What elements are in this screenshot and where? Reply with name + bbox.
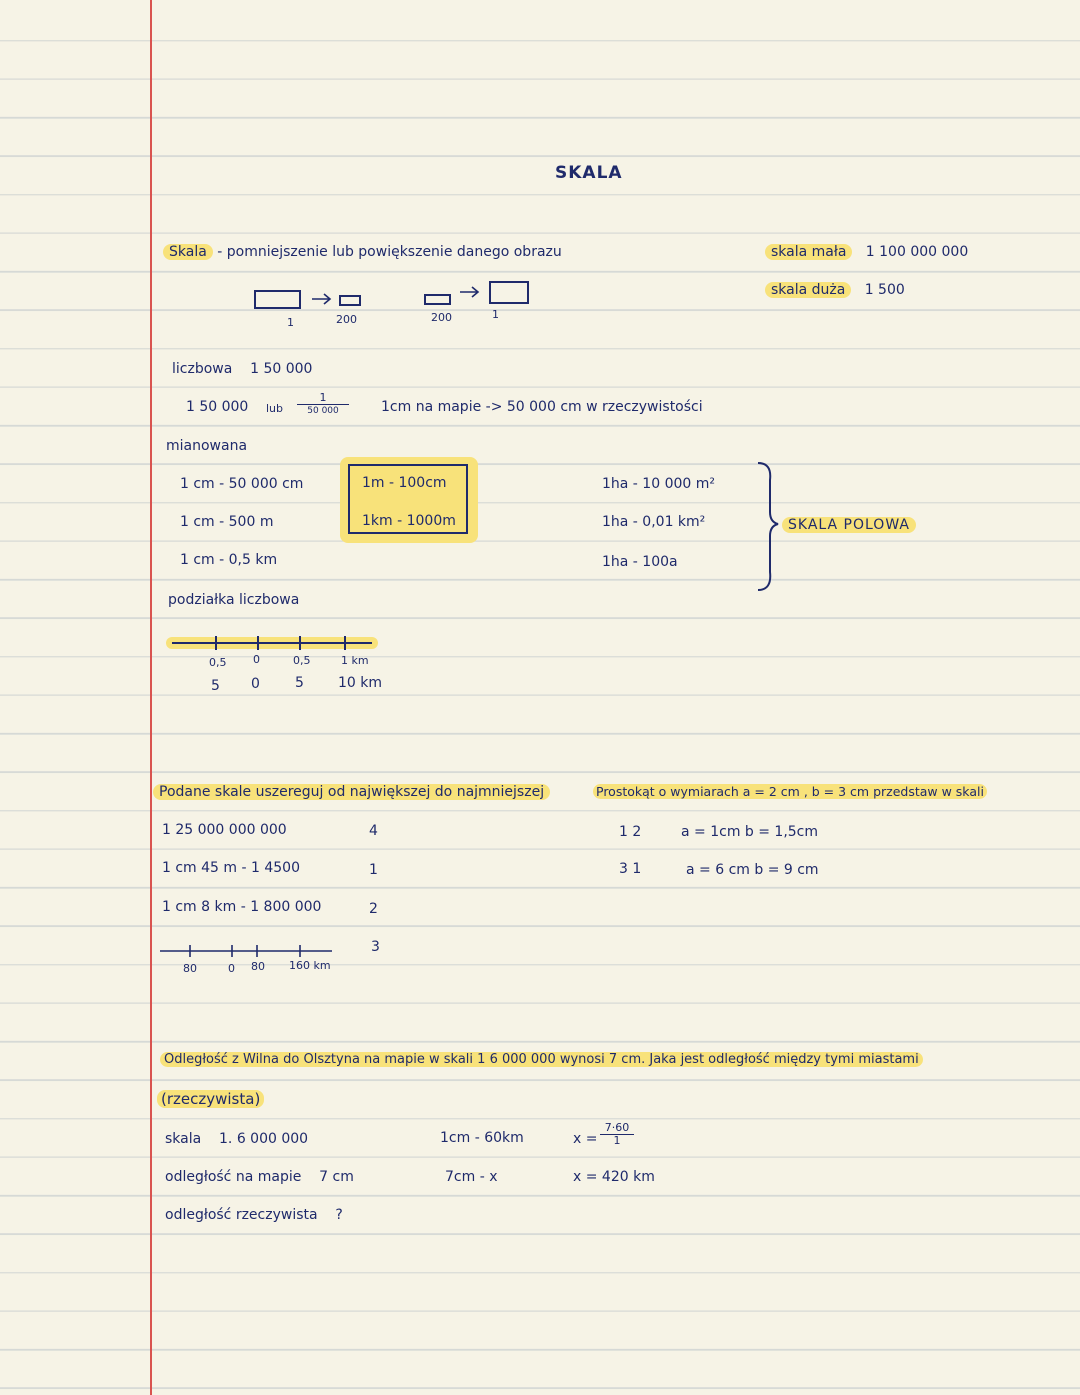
exercise1-rank: 4	[369, 823, 378, 839]
exercise3-proportion: 1cm - 60km	[440, 1130, 524, 1146]
bar-scale-tick-label: 0,5	[293, 654, 311, 667]
exercise1-bar-label: 80	[183, 962, 197, 975]
bar-scale-label: podziałka liczbowa	[168, 592, 300, 608]
numeric-meaning: 1cm na mapie -> 50 000 cm w rzeczywistości	[381, 399, 703, 415]
numeric-or: lub	[266, 402, 284, 415]
conversion-line: 1m - 100cm	[362, 475, 447, 491]
bar-scale-tick-label: 1 km	[341, 654, 369, 667]
exercise3-prompt	[160, 1051, 923, 1069]
exercise1-item: 1 25 000 000 000	[162, 822, 287, 838]
fraction-denominator: 50 000	[297, 404, 349, 417]
diagram1-left-label: 1	[287, 316, 294, 329]
exercise1-rank: 3	[371, 939, 380, 955]
exercise3-fraction-numerator: 7·60	[604, 1121, 630, 1134]
definition-term: Skala	[163, 244, 213, 260]
fraction-numerator: 1	[319, 391, 327, 404]
exercise3-label: skala	[165, 1131, 202, 1147]
numeric-label: liczbowa	[172, 361, 233, 377]
exercise3-label: odległość rzeczywista	[165, 1207, 318, 1223]
named-label: mianowana	[166, 438, 248, 454]
numeric-example: 1 50 000	[186, 399, 249, 415]
large-scale-value: 1 500	[864, 282, 905, 298]
exercise3-prompt-text: Odległość z Wilna do Olsztyna na mapie w skali 1 6 000 000 wynosi 7 cm. Jaka jest odległość między tymi miastami	[160, 1052, 923, 1067]
bar-scale-tick-label: 0	[253, 653, 260, 666]
exercise2-result: a = 1cm b = 1,5cm	[681, 824, 819, 840]
exercise2-scale: 3 1	[619, 861, 642, 877]
small-scale-label: skala mała	[765, 244, 852, 260]
named-line: 1 cm - 500 m	[180, 514, 274, 530]
exercise3-fraction-denominator: 1	[600, 1134, 634, 1147]
area-label: SKALA POLOWA	[782, 517, 916, 533]
conversion-line: 1km - 1000m	[362, 513, 456, 529]
named-line: 1 cm - 0,5 km	[180, 552, 278, 568]
exercise2-result: a = 6 cm b = 9 cm	[686, 862, 819, 878]
exercise1-bar-label: 80	[251, 960, 265, 973]
bar-scale-tick-label: 0	[251, 676, 260, 692]
exercise1-rank: 1	[369, 862, 378, 878]
exercise2-prompt-text: Prostokąt o wymiarach a = 2 cm , b = 3 cm przedstaw w skali	[593, 784, 987, 799]
exercise2-prompt	[593, 783, 987, 801]
exercise3-proportion: 7cm - x	[445, 1169, 498, 1185]
area-line: 1ha - 0,01 km²	[602, 514, 706, 530]
area-line: 1ha - 100a	[602, 554, 678, 570]
exercise3-value: 1. 6 000 000	[219, 1131, 309, 1147]
exercise3-value: 7 cm	[319, 1169, 354, 1185]
exercise3-prompt2-text: (rzeczywista)	[157, 1090, 264, 1108]
exercise3-result: x = 420 km	[573, 1169, 655, 1185]
exercise1-rank: 2	[369, 901, 378, 917]
exercise3-label: odległość na mapie	[165, 1169, 302, 1185]
small-scale-value: 1 100 000 000	[865, 244, 969, 260]
exercise3-fraction	[600, 1122, 634, 1147]
exercise1-item: 1 cm 45 m - 1 4500	[162, 860, 300, 876]
diagram1-right-label: 200	[336, 313, 357, 326]
exercise3-value: ?	[335, 1207, 343, 1223]
exercise3-prompt-cont	[157, 1090, 264, 1108]
page-title: SKALA	[555, 163, 623, 183]
diagram2-right-label: 1	[492, 308, 499, 321]
diagram2-left-label: 200	[431, 311, 452, 324]
bar-scale-tick-label: 5	[295, 675, 304, 691]
large-scale-label: skala duża	[765, 282, 851, 298]
bar-scale-tick-label: 5	[211, 678, 220, 694]
area-line: 1ha - 10 000 m²	[602, 476, 715, 492]
bar-scale-tick-label: 10 km	[338, 675, 383, 691]
exercise1-bar-label: 160 km	[289, 959, 331, 972]
exercise3-line	[165, 1130, 308, 1148]
exercise3-calc-x: x =	[573, 1131, 598, 1147]
definition-text: - pomniejszenie lub powiększenie danego obrazu	[217, 244, 562, 260]
exercise1-item: 1 cm 8 km - 1 800 000	[162, 899, 322, 915]
exercise3-line	[165, 1168, 354, 1186]
numeric-value: 1 50 000	[250, 361, 313, 377]
exercise1-bar-label: 0	[228, 962, 235, 975]
exercise3-line	[165, 1206, 343, 1224]
named-line: 1 cm - 50 000 cm	[180, 476, 304, 492]
exercise2-scale: 1 2	[619, 824, 642, 840]
bar-scale-tick-label: 0,5	[209, 656, 227, 669]
exercise1-prompt-text: Podane skale uszereguj od największej do najmniejszej	[153, 784, 550, 800]
